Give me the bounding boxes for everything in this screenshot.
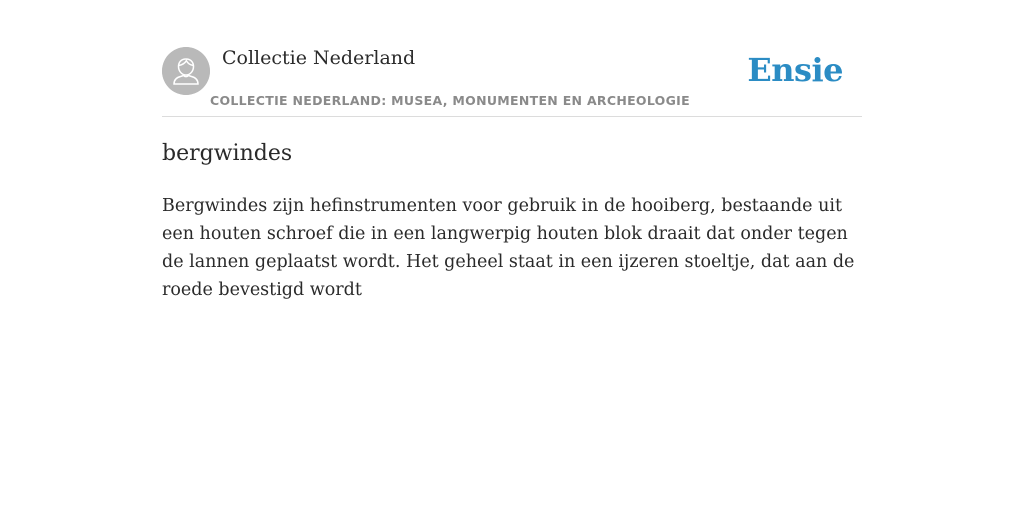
ensie-logo[interactable]: Ensie (747, 51, 843, 89)
entry-definition: Bergwindes zijn hefinstrumenten voor gebruik in de hooiberg, bestaande uit een houten schroef die in een langwerpig houten blok draait dat onder tegen de lannen geplaatst wordt. Het geheel staat in een ijzeren stoeltje, dat aan de roede bevestigd wordt (162, 196, 855, 300)
user-avatar-icon[interactable] (162, 47, 210, 95)
entry-term: bergwindes (162, 141, 293, 166)
source-label[interactable]: COLLECTIE NEDERLAND: MUSEA, MONUMENTEN EN ARCHEOLOGIE (210, 93, 690, 108)
entry-header (162, 46, 862, 117)
author-name[interactable]: Collectie Nederland (222, 47, 416, 69)
